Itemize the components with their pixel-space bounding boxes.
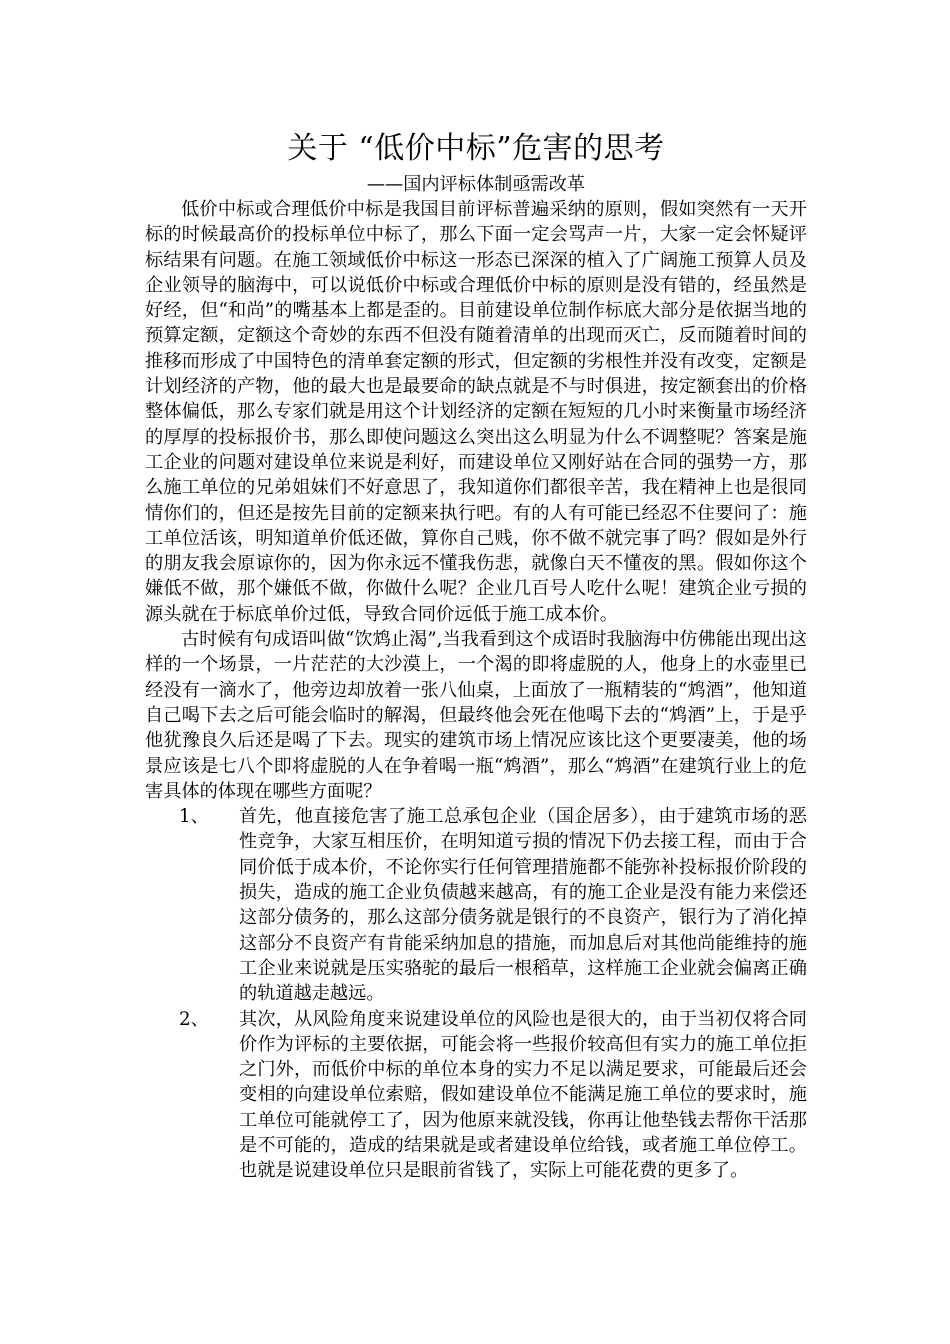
document-title: 关于 “低价中标”危害的思考 bbox=[287, 131, 665, 166]
numbered-list bbox=[145, 804, 807, 1183]
body-paragraph-1: 低价中标或合理低价中标是我国目前评标普遍采纳的原则，假如突然有一天开标的时候最高价的投标单位中标了，那么下面一定会骂声一片，大家一定会怀疑评标结果有问题。在施工领域低价中标这一形态已深深的植入了广阔施工预算人员及企业领导的脑海中，可以说低价中标或合理低价中标的原则是没有错的，经虽然是好经，但“和尚”的嘴基本上都是歪的。目前建设单位制作标底大部分是依据当地的预算定额，定额这个奇妙的东西不但没有随着清单的出现而灭亡，反而随着时间的推移而形成了中国特色的清单套定额的形式，但定额的劣根性并没有改变，定额是计划经济的产物，他的最大也是最要命的缺点就是不与时俱进，按定额套出的价格整体偏低，那么专家们就是用这个计划经济的定额在短短的几小时来衡量市场经济的厚厚的投标报价书，那么即使问题这么突出这么明显为什么不调整呢？答案是施工企业的问题对建设单位来说是利好，而建设单位又刚好站在合同的强势一方，那么施工单位的兄弟姐妹们不好意思了，我知道你们都很辛苦，我在精神上也是很同情你们的，但还是按先目前的定额来执行吧。有的人有可能已经忍不住要问了：施工单位活该，明知道单价低还做，算你自己贱，你不做不就完事了吗？假如是外行的朋友我会原谅你的，因为你永远不懂我伤悲，就像白天不懂夜的黑。假如你这个嫌低不做，那个嫌低不做，你做什么呢？企业几百号人吃什么呢！建筑企业亏损的源头就在于标底单价过低，导致合同价远低于施工成本价。 bbox=[145, 199, 807, 625]
document-page bbox=[145, 128, 807, 1184]
document-subtitle: ——国内评标体制亟需改革 bbox=[366, 174, 586, 195]
list-item-number: 1、 bbox=[179, 806, 209, 828]
list-item-text: 首先，他直接危害了施工总承包企业（国企居多），由于建筑市场的恶性竞争，大家互相压价，在明知道亏损的情况下仍去接工程，而由于合同价低于成本价，不论你实行任何管理措施都不能弥补投标报价阶段的损失，造成的施工企业负债越来越高，有的施工企业是没有能力来偿还这部分债务的，那么这部分债务就是银行的不良资产，银行为了消化掉这部分不良资产有肯能采纳加息的措施，而加息后对其他尚能维持的施工企业来说就是压实骆驼的最后一根稻草，这样施工企业就会偏离正确的轨道越走越远。 bbox=[239, 806, 807, 1005]
list-item-text: 其次，从风险角度来说建设单位的风险也是很大的，由于当初仅将合同价作为评标的主要依据，可能会将一些报价较高但有实力的施工单位拒之门外，而低价中标的单位本身的实力不足以满足要求，可能最后还会变相的向建设单位索赔，假如建设单位不能满足施工单位的要求时，施工单位可能就停工了，因为他原来就没钱，你再让他垫钱去帮你干活那是不可能的，造成的结果就是或者建设单位给钱，或者施工单位停工。也就是说建设单位只是眼前省钱了，实际上可能花费的更多了。 bbox=[239, 1008, 807, 1182]
list-item bbox=[145, 804, 807, 1006]
list-item bbox=[145, 1007, 807, 1184]
body-paragraph-2: 古时候有句成语叫做“饮鸩止渴”,当我看到这个成语时我脑海中仿佛能出现出这样的一个场景，一片茫茫的大沙漠上，一个渴的即将虚脱的人，他身上的水壶里已经没有一滴水了，他旁边却放着一张八仙桌，上面放了一瓶精装的“鸩酒”，他知道自己喝下去之后可能会临时的解渴，但最终他会死在他喝下去的“鸩酒”上，于是乎他犹豫良久后还是喝了下去。现实的建筑市场上情况应该比这个更要凄美，他的场景应该是七八个即将虚脱的人在争着喝一瓶“鸩酒”，那么“鸩酒”在建筑行业上的危害具体的体现在哪些方面呢？ bbox=[145, 629, 807, 802]
list-item-number: 2、 bbox=[179, 1008, 209, 1030]
